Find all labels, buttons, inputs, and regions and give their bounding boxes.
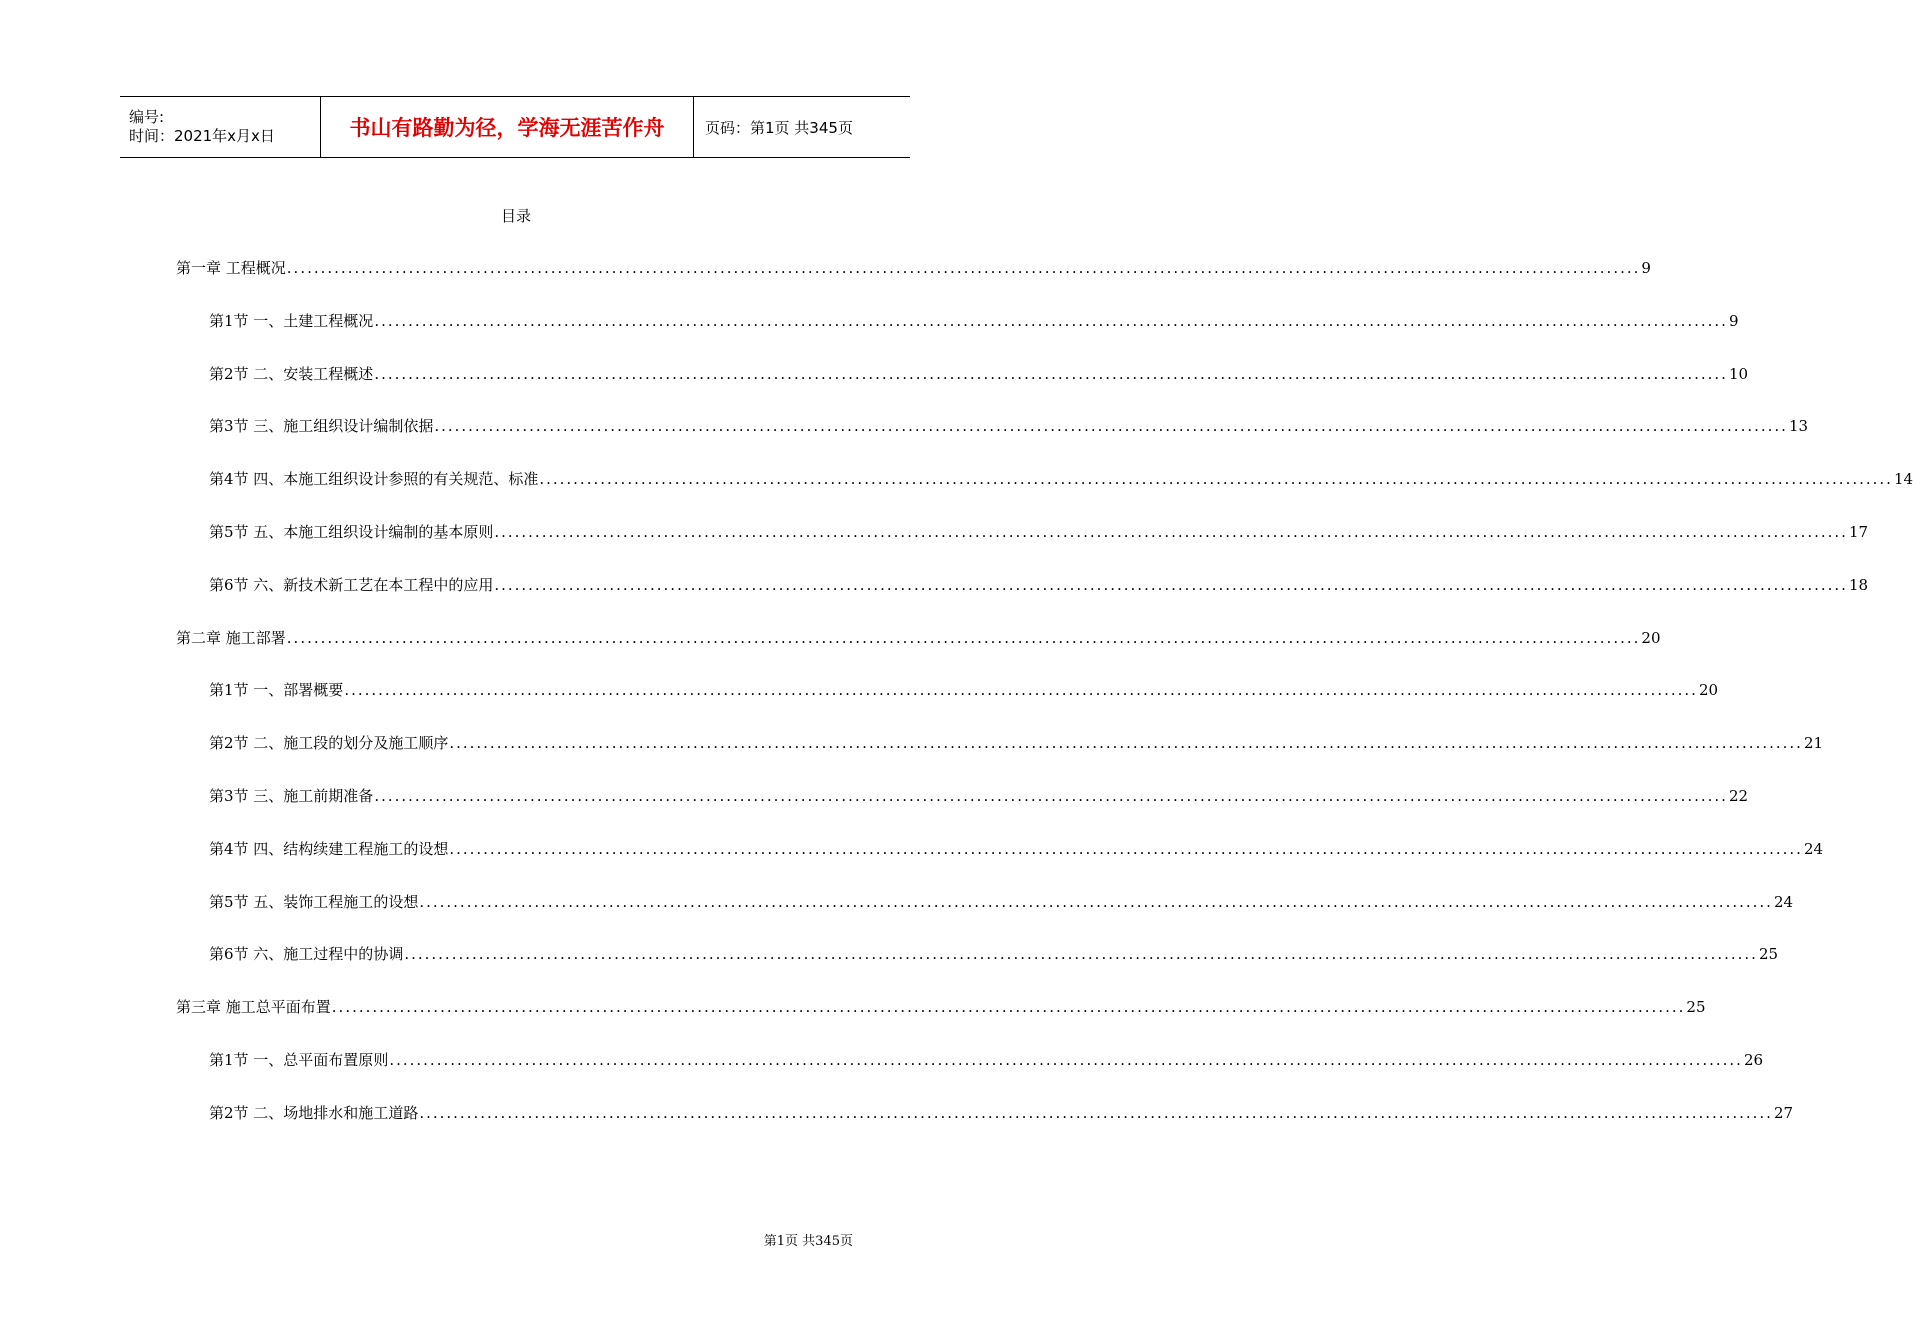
- toc-entry-page: 21: [1803, 734, 1824, 752]
- toc-leader-dots: ........................................................................................................................................................................................................: [494, 523, 1848, 541]
- toc-leader-dots: ........................................................................................................................................................................................................: [449, 840, 1803, 858]
- toc-leader-dots: ........................................................................................................................................................................................................: [286, 259, 1641, 277]
- toc-entry-page: 27: [1773, 1104, 1794, 1122]
- toc-entry[interactable]: [209, 943, 1779, 965]
- toc-entry[interactable]: [209, 574, 1869, 596]
- toc-entry-page: 25: [1758, 945, 1779, 963]
- toc-entry[interactable]: [209, 785, 1749, 807]
- toc-entry-page: 25: [1686, 998, 1706, 1016]
- toc-entry[interactable]: [176, 996, 1706, 1018]
- toc-entry-label: 第4节 四、结构续建工程施工的设想: [209, 840, 449, 858]
- document-header: [120, 96, 910, 158]
- toc-entry[interactable]: [176, 627, 1661, 649]
- toc-entry[interactable]: [209, 310, 1739, 332]
- toc-entry-page: 20: [1698, 681, 1719, 699]
- toc-entry[interactable]: [209, 468, 1913, 490]
- toc-entry-label: 第3节 三、施工前期准备: [209, 787, 374, 805]
- document-number-label: 编号:: [129, 108, 165, 126]
- toc-leader-dots: ........................................................................................................................................................................................................: [374, 787, 1728, 805]
- toc-entry-label: 第4节 四、本施工组织设计参照的有关规范、标准: [209, 470, 539, 488]
- toc-entry-label: 第2节 二、施工段的划分及施工顺序: [209, 734, 449, 752]
- document-time: 时间：2021年x月x日: [129, 127, 275, 145]
- toc-leader-dots: ........................................................................................................................................................................................................: [434, 417, 1788, 435]
- toc-entry-label: 第三章 施工总平面布置: [176, 998, 331, 1016]
- toc-entry-page: 17: [1848, 523, 1869, 541]
- toc-entry-page: 22: [1728, 787, 1749, 805]
- toc-entry-label: 第2节 二、安装工程概述: [209, 365, 374, 383]
- toc-entry-page: 9: [1728, 312, 1739, 330]
- toc-title: 目录: [500, 207, 531, 225]
- toc-entry-page: 24: [1803, 840, 1824, 858]
- toc-entry-page: 9: [1641, 259, 1651, 277]
- toc-leader-dots: ........................................................................................................................................................................................................: [286, 629, 1641, 647]
- toc-entry-label: 第3节 三、施工组织设计编制依据: [209, 417, 434, 435]
- toc-entry-label: 第6节 六、施工过程中的协调: [209, 945, 404, 963]
- header-page-info: 页码：第1页 共345页: [705, 118, 853, 137]
- toc-entry[interactable]: [209, 363, 1749, 385]
- toc-leader-dots: ........................................................................................................................................................................................................: [374, 312, 1728, 330]
- toc-entry-label: 第1节 一、总平面布置原则: [209, 1051, 389, 1069]
- header-meta: [120, 97, 321, 157]
- toc-entry-label: 第5节 五、装饰工程施工的设想: [209, 893, 419, 911]
- toc-entry[interactable]: [176, 257, 1651, 279]
- toc-leader-dots: ........................................................................................................................................................................................................: [494, 576, 1848, 594]
- toc-entry-page: 14: [1893, 470, 1913, 488]
- page-footer: 第1页 共345页: [763, 1234, 853, 1249]
- toc-entry-page: 10: [1728, 365, 1749, 383]
- toc-entry[interactable]: [209, 732, 1824, 754]
- toc-entry-label: 第6节 六、新技术新工艺在本工程中的应用: [209, 576, 494, 594]
- toc-entry[interactable]: [209, 891, 1794, 913]
- toc-entry-page: 26: [1743, 1051, 1764, 1069]
- toc-entry-label: 第二章 施工部署: [176, 629, 286, 647]
- toc-leader-dots: ........................................................................................................................................................................................................: [449, 734, 1803, 752]
- toc-entry-label: 第1节 一、土建工程概况: [209, 312, 374, 330]
- toc-entry[interactable]: [209, 415, 1809, 437]
- toc-leader-dots: ........................................................................................................................................................................................................: [389, 1051, 1743, 1069]
- toc-leader-dots: ........................................................................................................................................................................................................: [419, 893, 1773, 911]
- toc-entry-label: 第5节 五、本施工组织设计编制的基本原则: [209, 523, 494, 541]
- toc-leader-dots: ........................................................................................................................................................................................................: [374, 365, 1728, 383]
- toc-entry-label: 第2节 二、场地排水和施工道路: [209, 1104, 419, 1122]
- toc-entry[interactable]: [209, 838, 1824, 860]
- toc-entry-page: 24: [1773, 893, 1794, 911]
- toc-entry-page: 20: [1641, 629, 1661, 647]
- toc-leader-dots: ........................................................................................................................................................................................................: [404, 945, 1758, 963]
- toc-entry[interactable]: [209, 1102, 1794, 1124]
- toc-leader-dots: ........................................................................................................................................................................................................: [331, 998, 1686, 1016]
- header-motto: 书山有路勤为径，学海无涯苦作舟: [321, 97, 694, 157]
- toc-leader-dots: ........................................................................................................................................................................................................: [419, 1104, 1773, 1122]
- toc-entry[interactable]: [209, 679, 1719, 701]
- toc-entry-label: 第一章 工程概况: [176, 259, 286, 277]
- toc-leader-dots: ........................................................................................................................................................................................................: [539, 470, 1893, 488]
- toc-entry[interactable]: [209, 521, 1869, 543]
- toc-leader-dots: ........................................................................................................................................................................................................: [344, 681, 1698, 699]
- toc-entry-page: 18: [1848, 576, 1869, 594]
- toc-entry-label: 第1节 一、部署概要: [209, 681, 344, 699]
- toc-entry-page: 13: [1788, 417, 1809, 435]
- toc-entry[interactable]: [209, 1049, 1764, 1071]
